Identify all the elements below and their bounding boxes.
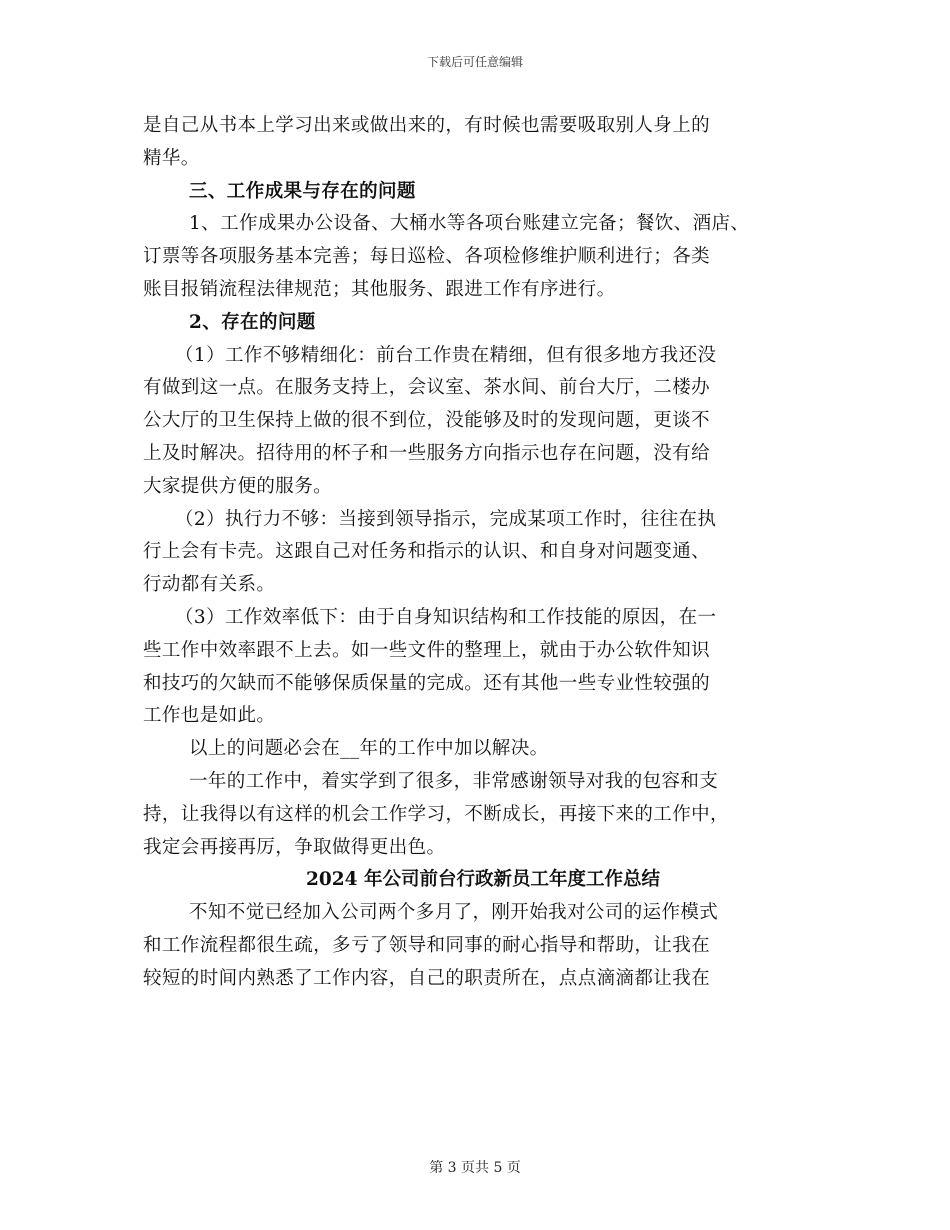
paragraph-line: 以上的问题必会在__年的工作中加以解决。: [189, 738, 549, 760]
paragraph-line: 行动都有关系。: [143, 574, 276, 596]
paragraph-line: （2）执行力不够：当接到领导指示，完成某项工作时，往往在执: [175, 508, 717, 530]
paragraph-line: 和工作流程都很生疏，多亏了领导和同事的耐心指导和帮助，让我在: [143, 934, 711, 956]
document-body: [143, 110, 823, 996]
paragraph-line: 较短的时间内熟悉了工作内容，自己的职责所在，点点滴滴都让我在: [143, 967, 711, 989]
document-title: 2024 年公司前台行政新员工年度工作总结: [306, 869, 660, 891]
paragraph-line: 一年的工作中，着实学到了很多，非常感谢领导对我的包容和支: [189, 770, 719, 792]
paragraph-line: 公大厅的卫生保持上做的很不到位，没能够及时的发现问题，更谈不: [143, 410, 711, 432]
paragraph-line: （3）工作效率低下：由于自身知识结构和工作技能的原因，在一: [175, 606, 717, 628]
paragraph-line: 1、工作成果办公设备、大桶水等各项台账建立完备；餐饮、酒店、: [189, 213, 750, 235]
paragraph-line: 些工作中效率跟不上去。如一些文件的整理上，就由于办公软件知识: [143, 639, 711, 661]
section-heading: 三、工作成果与存在的问题: [189, 180, 416, 202]
paragraph-line: 大家提供方便的服务。: [143, 475, 333, 497]
paragraph-line: 订票等各项服务基本完善；每日巡检、各项检修维护顺利进行；各类: [143, 246, 711, 268]
paragraph-line: 和技巧的欠缺而不能够保质保量的完成。还有其他一些专业性较强的: [143, 672, 711, 694]
paragraph-line: 有做到这一点。在服务支持上，会议室、茶水间、前台大厅，二楼办: [143, 377, 711, 399]
subsection-heading: 2、存在的问题: [189, 311, 316, 333]
paragraph-line: （1）工作不够精细化：前台工作贵在精细，但有很多地方我还没: [175, 344, 717, 366]
paragraph-line: 上及时解决。招待用的杯子和一些服务方向指示也存在问题，没有给: [143, 442, 711, 464]
paragraph-line: 精华。: [143, 147, 200, 169]
paragraph-line: 我定会再接再厉，争取做得更出色。: [143, 836, 446, 858]
paragraph-line: 行上会有卡壳。这跟自己对任务和指示的认识、和自身对问题变通、: [143, 541, 711, 563]
paragraph-line: 是自己从书本上学习出来或做出来的，有时候也需要吸取别人身上的: [143, 115, 711, 136]
paragraph-line: 不知不觉已经加入公司两个多月了，刚开始我对公司的运作模式: [189, 902, 719, 924]
paragraph-line: 账目报销流程法律规范；其他服务、跟进工作有序进行。: [143, 278, 616, 300]
paragraph-line: 持，让我得以有这样的机会工作学习，不断成长，再接下来的工作中，: [143, 803, 729, 825]
page-footer: 第 3 页共 5 页: [429, 1160, 521, 1176]
paragraph-line: 工作也是如此。: [143, 705, 276, 727]
page-header: 下载后可任意编辑: [426, 55, 523, 69]
